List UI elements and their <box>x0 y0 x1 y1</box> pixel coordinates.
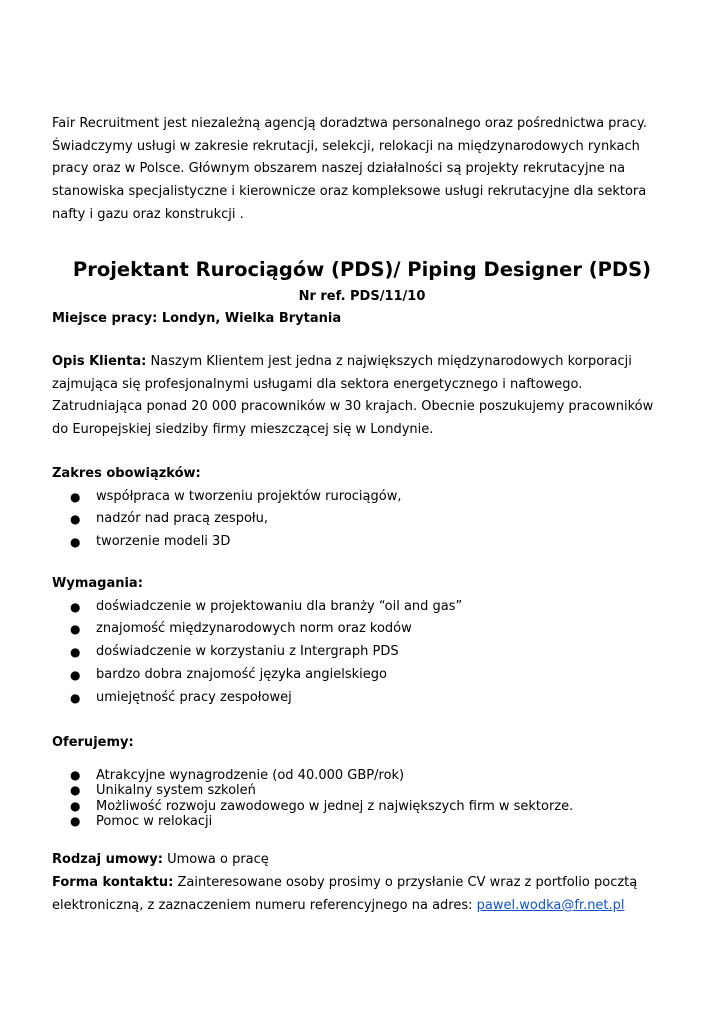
reference-number: Nr ref. PDS/11/10 <box>298 289 426 304</box>
list-item: ● tworzenie modeli 3D <box>52 531 672 554</box>
job-title: Projektant Rurociągów (PDS)/ Piping Designer (PDS) <box>72 258 652 281</box>
email-link[interactable]: pawel.wodka@fr.net.pl <box>476 897 625 913</box>
list-item: ● Możliwość rozwoju zawodowego w jednej z największych firm w sektorze. <box>52 799 672 814</box>
duties-heading: Zakres obowiązków: <box>52 466 201 481</box>
contact-text: Zainteresowane osoby prosimy o przysłanie CV wraz z portfolio pocztą elektroniczną, z zaznaczeniem numeru referencyjnego na adres: <box>52 875 638 913</box>
list-item: ● znajomość międzynarodowych norm oraz kodów <box>52 618 672 641</box>
work-location: Miejsce pracy: Londyn, Wielka Brytania <box>52 311 342 326</box>
contract-label: Rodzaj umowy: <box>52 852 163 867</box>
duties-list <box>52 486 672 554</box>
list-item: ● doświadczenie w projektowaniu dla branży “oil and gas” <box>52 596 672 619</box>
requirements-heading: Wymagania: <box>52 576 143 591</box>
list-item: ● bardzo dobra znajomość języka angielskiego <box>52 664 672 687</box>
requirements-section <box>52 573 672 709</box>
contract-text: Umowa o pracę <box>162 852 269 867</box>
offer-heading: Oferujemy: <box>52 735 134 750</box>
contract-type <box>52 849 269 871</box>
list-item: ● umiejętność pracy zespołowej <box>52 687 672 710</box>
list-item: ● nadzór nad pracą zespołu, <box>52 508 672 531</box>
duties-section <box>52 463 672 554</box>
client-description <box>52 351 672 442</box>
intro-paragraph: Fair Recruitment jest niezależną agencją doradztwa personalnego oraz pośrednictwa pracy. Świadczymy usługi w zakresie rekrutacji, selekcji, relokacji na międzynarodowych rynkach pracy oraz w Polsce. Głównym obszarem naszej działalności są projekty rekrutacyjne na stanowiska specjalistyczne i kierownicze oraz kompleksowe usługi rekrutacyjne dla sektora nafty i gazu oraz konstrukcji . <box>52 116 647 222</box>
requirements-list <box>52 596 672 710</box>
list-item: ● Unikalny system szkoleń <box>52 783 672 798</box>
list-item: ● Atrakcyjne wynagrodzenie (od 40.000 GBP/rok) <box>52 768 672 783</box>
client-text: Naszym Klientem jest jedna z największych międzynarodowych korporacji zajmująca się profesjonalnymi usługami dla sektora energetycznego i naftowego. Zatrudniająca ponad 20 000 pracowników w 30 krajach. Obecnie poszukujemy pracowników do Europejskiej siedziby firmy mieszczącej się w Londynie. <box>52 354 654 438</box>
contact-label: Forma kontaktu: <box>52 875 174 890</box>
list-item: ● współpraca w tworzeniu projektów rurociągów, <box>52 486 672 509</box>
list-item: ● doświadczenie w korzystaniu z Intergraph PDS <box>52 641 672 664</box>
offer-list <box>52 768 672 830</box>
list-item: ● Pomoc w relokacji <box>52 814 672 829</box>
client-label: Opis Klienta: <box>52 354 147 369</box>
offer-section <box>52 732 672 829</box>
contact-paragraph <box>52 872 672 917</box>
